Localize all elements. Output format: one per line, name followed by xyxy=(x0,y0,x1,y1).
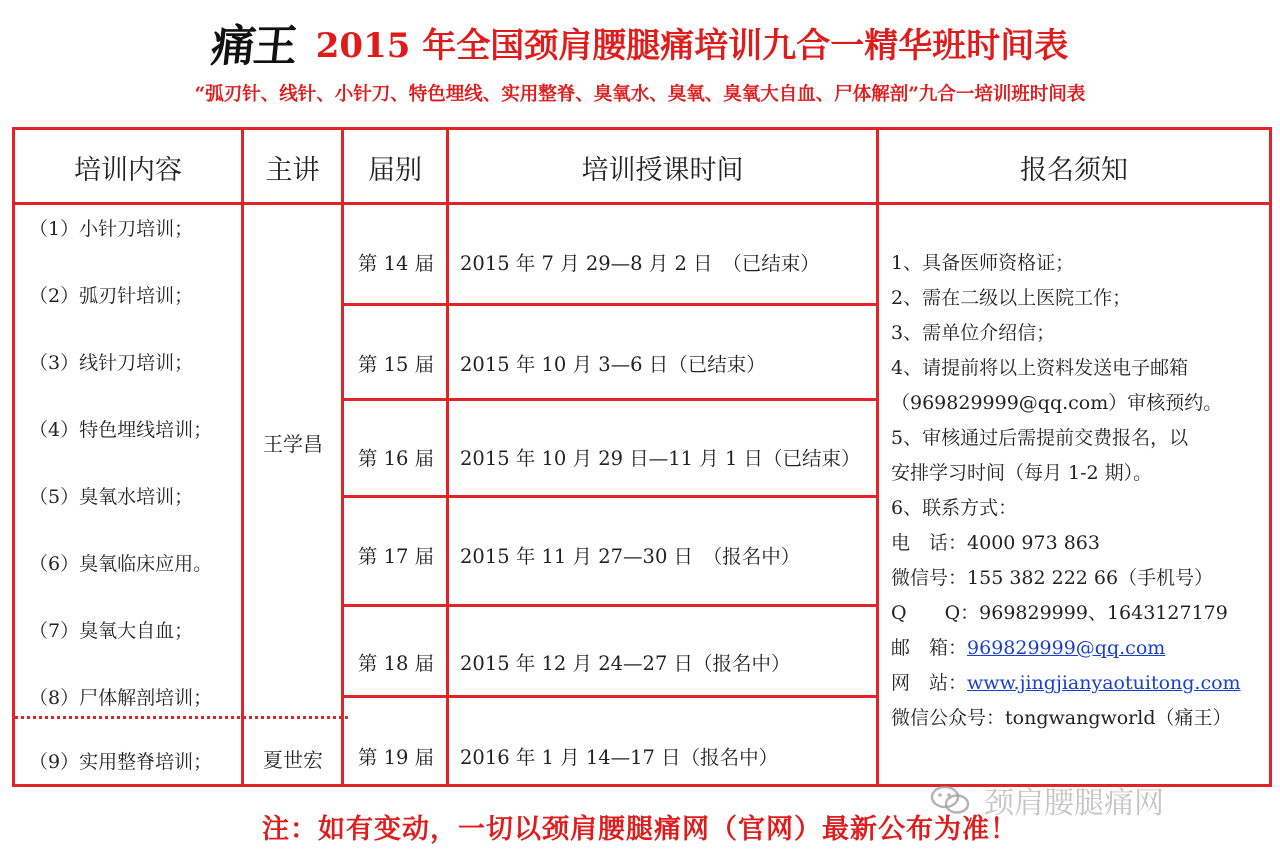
header-session: 届别 xyxy=(368,154,422,186)
website-link[interactable]: www.jingjianyaotuitong.com xyxy=(967,672,1241,694)
public-value: tongwangworld（痛王） xyxy=(1005,707,1232,729)
row-divider xyxy=(341,604,876,607)
notice-item: 1、具备医师资格证； xyxy=(891,252,1075,274)
row-divider xyxy=(341,303,876,306)
footer-note: 注：如有变动，一切以颈肩腰腿痛网（官网）最新公布为准！ xyxy=(262,814,1018,845)
session-time: 2015 年 10 月 3—6 日（已结束） xyxy=(460,353,766,376)
schedule-table xyxy=(12,127,1272,787)
contact-public xyxy=(891,701,1269,736)
contact-qq xyxy=(891,596,1269,631)
session-label: 第 19 届 xyxy=(357,746,435,769)
header-notice: 报名须知 xyxy=(1020,154,1128,186)
header-lecturer: 主讲 xyxy=(265,154,320,186)
contact-phone xyxy=(891,526,1269,561)
phone-label: 电 话： xyxy=(891,532,968,554)
session-label: 第 16 届 xyxy=(357,447,435,470)
session-time: 2015 年 10 月 29 日—11 月 1 日（已结束） xyxy=(460,447,861,470)
topic-item: （3）线针刀培训； xyxy=(29,352,194,374)
title-row xyxy=(0,14,1280,70)
page-title: 2015 年全国颈肩腰腿痛培训九合一精华班时间表 xyxy=(315,25,1069,66)
watermark-text: 颈肩腰腿痛网 xyxy=(984,786,1164,821)
topic-item: （4）特色埋线培训； xyxy=(29,419,213,441)
public-label: 微信公众号： xyxy=(891,707,1006,729)
session-label: 第 18 届 xyxy=(357,652,435,675)
contact-site xyxy=(891,666,1269,701)
column-divider xyxy=(876,130,879,784)
row-divider xyxy=(341,398,876,401)
topic-item: （1）小针刀培训； xyxy=(29,218,194,240)
qq-value: 969829999、1643127179 xyxy=(979,602,1228,624)
notice-item: 2、需在二级以上医院工作； xyxy=(891,287,1132,309)
dotted-divider xyxy=(15,716,348,719)
session-label: 第 15 届 xyxy=(357,353,435,376)
registration-notice xyxy=(891,246,1269,736)
notice-item: 3、需单位介绍信； xyxy=(891,322,1056,344)
lecturer-name: 夏世宏 xyxy=(263,748,323,772)
qq-label: Q Q： xyxy=(891,602,980,624)
topic-item: （6）臭氧临床应用。 xyxy=(29,553,213,575)
brand-logo: 痛王 xyxy=(208,21,298,72)
topic-item: （7）臭氧大自血； xyxy=(29,620,194,642)
wechat-value: 155 382 222 66（手机号） xyxy=(967,567,1214,589)
header-content: 培训内容 xyxy=(74,154,182,186)
topic-item: （5）臭氧水培训； xyxy=(29,486,194,508)
session-time: 2015 年 12 月 24—27 日（报名中） xyxy=(460,652,791,675)
notice-item: 安排学习时间（每月 1-2 期）。 xyxy=(891,462,1153,484)
contact-email xyxy=(891,631,1269,666)
topic-item: （8）尸体解剖培训； xyxy=(29,687,213,709)
lecturer-name: 王学昌 xyxy=(263,432,323,456)
row-divider xyxy=(341,695,876,698)
notice-item: 6、联系方式： xyxy=(891,497,1018,519)
session-time: 2015 年 11 月 27—30 日 （报名中） xyxy=(460,545,801,568)
column-divider xyxy=(241,130,244,784)
session-time: 2015 年 7 月 29—8 月 2 日 （已结束） xyxy=(460,252,820,275)
contact-wechat xyxy=(891,561,1269,596)
page-subtitle: “弧刃针、线针、小针刀、特色埋线、实用整脊、臭氧水、臭氧、臭氧大自血、尸体解剖”九合一培训班时间表 xyxy=(194,84,1086,105)
session-label: 第 14 届 xyxy=(357,252,435,275)
notice-item: 4、请提前将以上资料发送电子邮箱 xyxy=(891,357,1189,379)
wechat-label: 微信号： xyxy=(891,567,968,589)
topic-item: （9）实用整脊培训； xyxy=(29,751,213,773)
notice-item: 5、审核通过后需提前交费报名，以 xyxy=(891,427,1189,449)
session-label: 第 17 届 xyxy=(357,545,435,568)
site-label: 网 站： xyxy=(891,672,968,694)
phone-value: 4000 973 863 xyxy=(967,532,1100,554)
row-divider xyxy=(341,495,876,498)
topic-item: （2）弧刃针培训； xyxy=(29,285,194,307)
email-link[interactable]: 969829999@qq.com xyxy=(967,637,1166,659)
email-label: 邮 箱： xyxy=(891,637,968,659)
notice-item: （969829999@qq.com）审核预约。 xyxy=(891,392,1223,414)
header-time: 培训授课时间 xyxy=(581,154,744,186)
session-time: 2016 年 1 月 14—17 日（报名中） xyxy=(460,746,779,769)
